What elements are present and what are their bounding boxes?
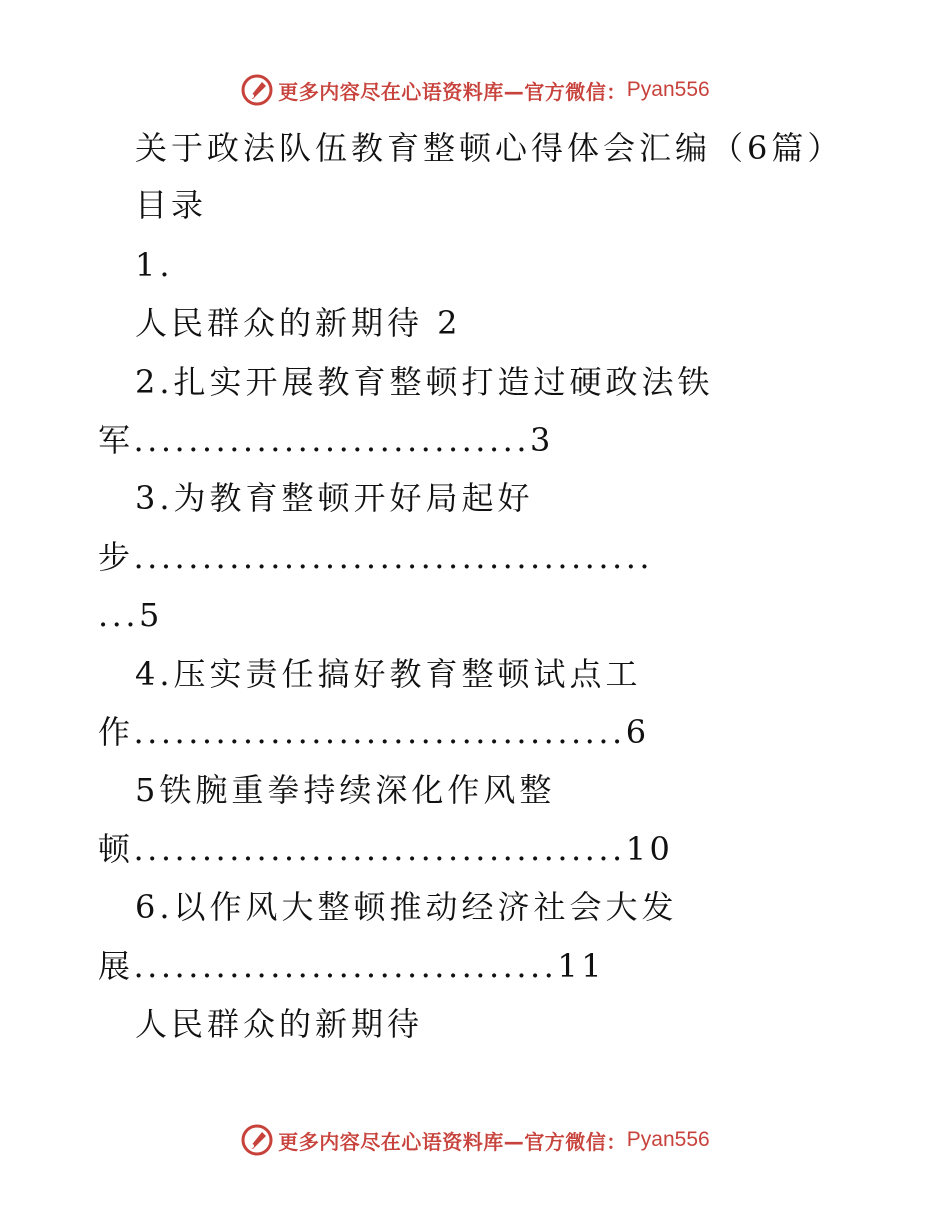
toc-entry-3-page: ...5 — [98, 596, 163, 634]
banner-wechat-id: Pyan556 — [626, 78, 710, 101]
toc-entry-6-title: 6.以作风大整顿推动经济社会大发 — [135, 888, 678, 926]
toc-entry-5-title: 5铁腕重拳持续深化作风整 — [135, 771, 556, 809]
toc-entry-1-title: 人民群众的新期待 2 — [135, 304, 462, 342]
toc-entry-6-leader: 展...............................11 — [98, 947, 606, 985]
section-heading: 人民群众的新期待 — [135, 1005, 424, 1043]
banner-text: 更多内容尽在心语资料库—官方微信： — [278, 1129, 627, 1154]
toc-entry-1-number: 1. — [135, 246, 174, 284]
banner-wechat-id: Pyan556 — [626, 1128, 710, 1151]
toc-entry-3-leader: 步...................................... — [98, 538, 654, 576]
footer-banner — [0, 1120, 950, 1160]
toc-entry-4-leader: 作....................................6 — [98, 713, 650, 751]
document-title: 关于政法队伍教育整顿心得体会汇编（6篇） — [135, 129, 844, 167]
toc-entry-5-leader: 顿....................................10 — [98, 830, 674, 868]
toc-entry-3-title: 3.为教育整顿开好局起好 — [135, 479, 534, 517]
toc-entry-4-title: 4.压实责任搞好教育整顿试点工 — [135, 655, 642, 693]
header-banner — [0, 70, 950, 110]
pen-nib-logo-icon — [240, 73, 274, 107]
toc-heading: 目录 — [135, 186, 208, 224]
toc-entry-2-leader: 军.............................3 — [98, 421, 554, 459]
toc-entry-2-title: 2.扎实开展教育整顿打造过硬政法铁 — [135, 363, 714, 401]
pen-nib-logo-icon — [240, 1123, 274, 1157]
banner-text: 更多内容尽在心语资料库—官方微信： — [278, 79, 627, 104]
